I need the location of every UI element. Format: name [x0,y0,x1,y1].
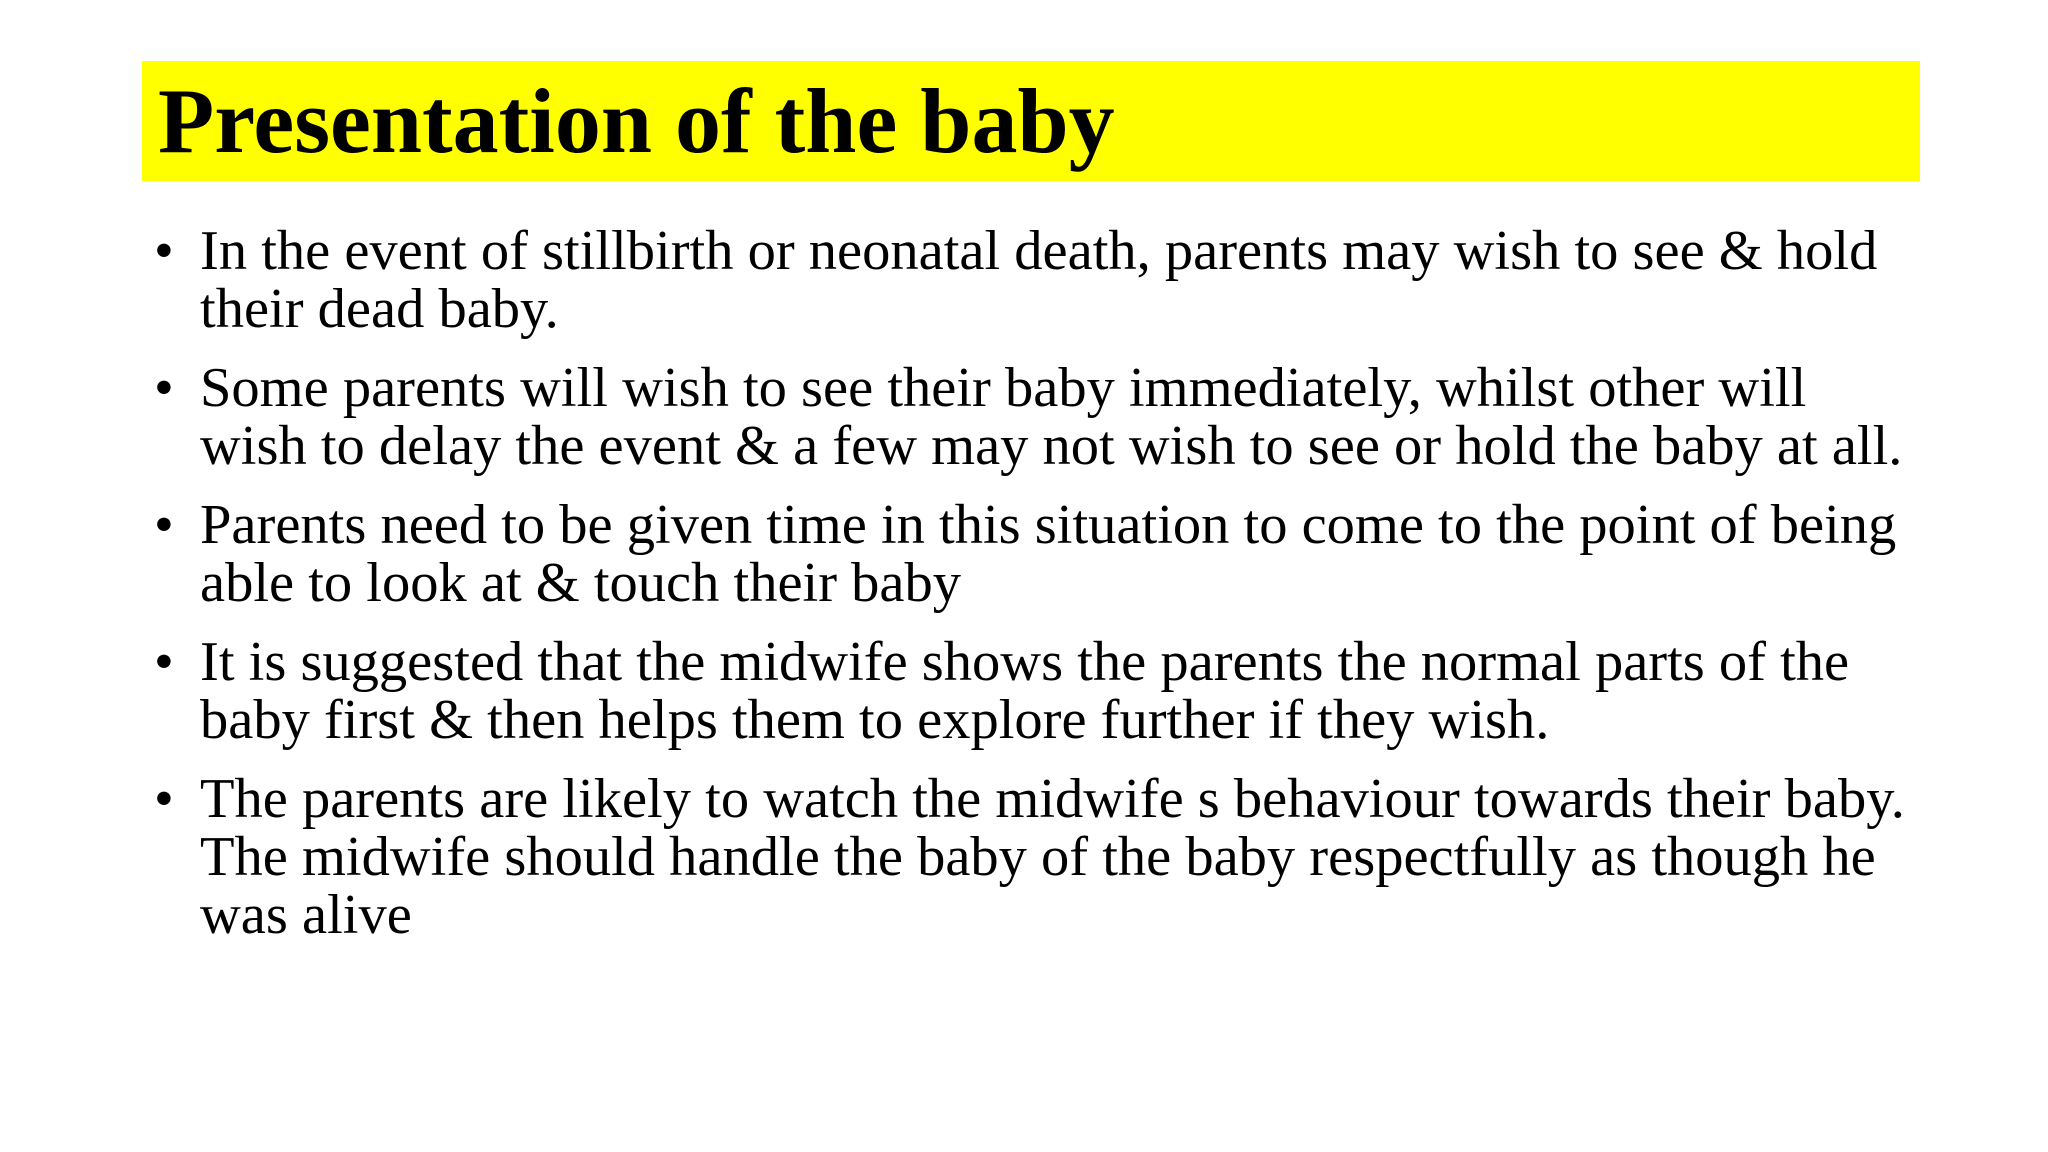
title-highlight-bar [142,61,1920,181]
bullet-icon: • [154,220,174,282]
bullet-text: It is suggested that the midwife shows the parents the normal parts of the baby first & then helps them to explore further if they wish. [200,631,1850,751]
bullet-text: Parents need to be given time in this situation to come to the point of being able to look at & touch their baby [200,494,1897,614]
bullet-icon: • [154,768,174,830]
bullet-text: Some parents will wish to see their baby immediately, whilst other will wish to delay the event & a few may not wish to see or hold the baby at all. [200,357,1903,477]
bullet-item [150,633,1920,749]
bullet-text: The parents are likely to watch the midwife s behaviour towards their baby. The midwife should handle the baby of the baby respectfully as though he was alive [200,768,1905,946]
bullet-item [150,222,1920,338]
bullet-item [150,496,1920,612]
slide-title: Presentation of the baby [158,70,1115,172]
bullet-list [150,222,1920,965]
bullet-icon: • [154,357,174,419]
bullet-text: In the event of stillbirth or neonatal death, parents may wish to see & hold their dead baby. [200,220,1878,340]
bullet-icon: • [154,631,174,693]
bullet-item [150,359,1920,475]
bullet-item [150,770,1920,944]
bullet-icon: • [154,494,174,556]
